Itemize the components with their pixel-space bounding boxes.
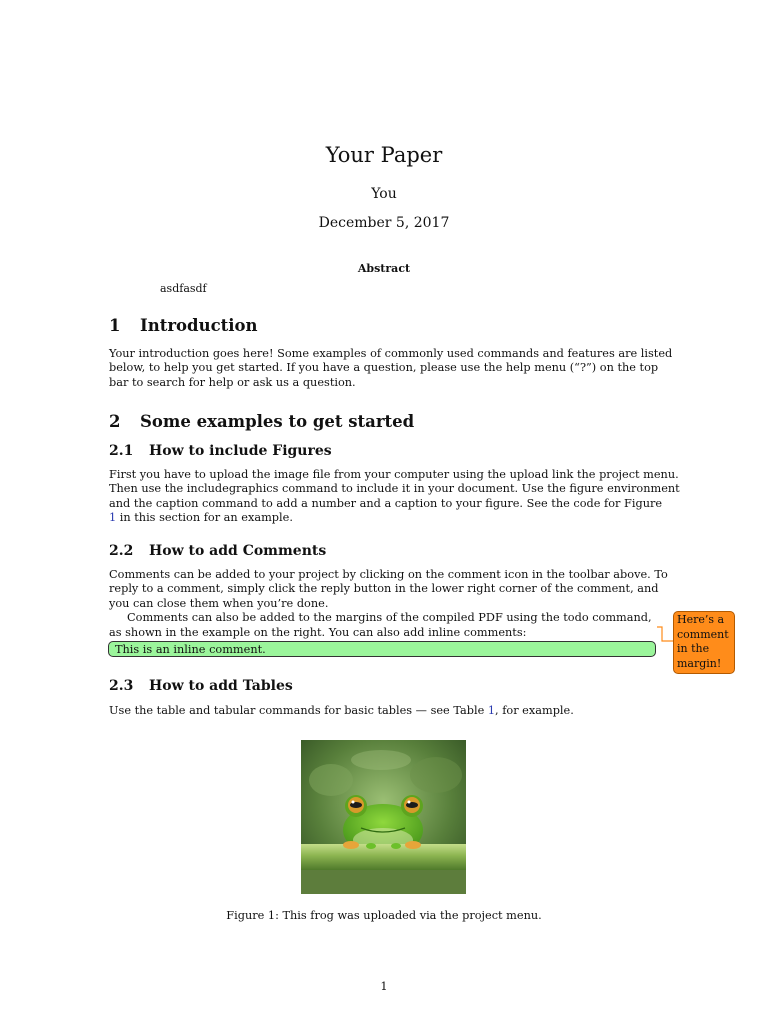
margin-note-line: Here’s a: [677, 613, 725, 626]
margin-comment-note: [673, 611, 735, 674]
subsection-title: How to include Figures: [149, 443, 332, 459]
paper-date: December 5, 2017: [318, 215, 450, 231]
margin-note-line: in the: [677, 642, 710, 655]
subsection-number: 2.2: [109, 543, 134, 559]
paragraph-line: below, to help you get started. If you have a question, please use the help menu (“?”) on the top: [109, 361, 659, 375]
section-examples-heading: [109, 412, 414, 431]
table-reference-link[interactable]: 1: [487, 704, 496, 717]
subsection-comments-heading: [109, 543, 326, 559]
section-title: Some examples to get started: [140, 412, 415, 431]
paper-title: Your Paper: [325, 143, 443, 167]
paragraph-line: bar to search for help or ask us a question.: [109, 375, 356, 389]
abstract-heading: Abstract: [357, 262, 411, 275]
subsection-number: 2.1: [109, 443, 134, 459]
introduction-paragraph: [109, 347, 673, 390]
frog-figure-image: [301, 740, 466, 894]
paragraph-line: Comments can be added to your project by clicking on the comment icon in the toolbar above. To: [109, 568, 668, 581]
abstract-body: asdfasdf: [160, 282, 207, 295]
paragraph-line: First you have to upload the image file from your computer using the upload link the project menu.: [109, 468, 679, 481]
subsection-title: How to add Comments: [149, 543, 327, 559]
paragraph-line: Comments can also be added to the margins of the compiled PDF using the todo command,: [127, 611, 652, 625]
paragraph-line: Your introduction goes here! Some examples of commonly used commands and features are listed: [109, 347, 673, 360]
section-number: 2: [109, 412, 121, 431]
section-introduction-heading: [109, 316, 258, 335]
paragraph-text: Use the table and tabular commands for basic tables — see Table: [109, 704, 488, 717]
inline-comment: This is an inline comment.: [108, 641, 656, 657]
figure-reference-link[interactable]: 1: [109, 511, 117, 525]
subsection-title: How to add Tables: [149, 678, 293, 694]
subsection-number: 2.3: [109, 678, 134, 694]
comments-paragraph: [109, 568, 668, 640]
paragraph-line: as shown in the example on the right. You can also add inline comments:: [109, 625, 527, 639]
section-title: Introduction: [140, 316, 258, 335]
margin-note-line: comment: [677, 627, 729, 641]
subsection-figures-heading: [109, 443, 332, 459]
paragraph-line: Then use the includegraphics command to include it in your document. Use the figure environment: [109, 482, 680, 496]
subsection-tables-heading: [109, 678, 293, 694]
section-number: 1: [109, 316, 121, 335]
paragraph-text: , for example.: [495, 704, 574, 717]
paragraph-line: and the caption command to add a number and a caption to your figure. See the code for Figure: [109, 496, 663, 510]
figure-caption: Figure 1: This frog was uploaded via the project menu.: [226, 909, 542, 922]
paragraph-line: [109, 511, 658, 525]
margin-note-line: margin!: [677, 656, 722, 670]
paragraph-line: reply to a comment, simply click the reply button in the lower right corner of the comment, and: [109, 582, 659, 596]
paragraph-line: you can close them when you’re done.: [109, 596, 329, 610]
page-number: 1: [380, 980, 388, 993]
figures-paragraph: [109, 468, 680, 526]
tables-paragraph: [109, 704, 658, 718]
paragraph-line: [109, 704, 658, 718]
paper-author: You: [371, 186, 397, 202]
paragraph-text: in this section for an example.: [116, 511, 293, 525]
